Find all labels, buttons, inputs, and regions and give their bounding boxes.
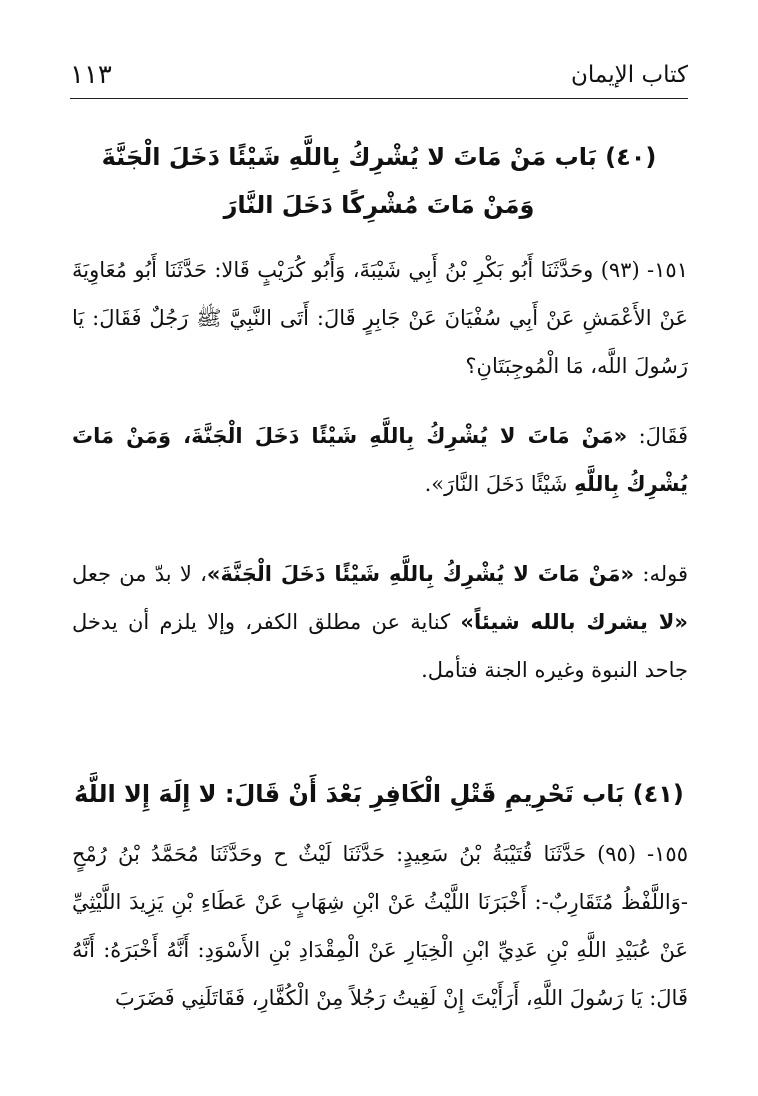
commentary-prefix: قوله: <box>634 562 688 586</box>
hadith-151-answer-rest: شَيْئًا دَخَلَ النَّارَ». <box>424 472 575 496</box>
chapter-heading-41 <box>60 770 698 818</box>
commentary-rest: كناية عن مطلق الكفر، وإلا يلزم أن يدخل جاحد النبوة وغيره الجنة فتأمل. <box>72 610 688 682</box>
running-title: كتاب الإيمان <box>571 62 688 88</box>
chapter-heading-40 <box>60 133 698 229</box>
hadith-151-intro: ١٥١- (٩٣) وحَدَّثَنَا أَبُو بَكْرِ بْنُ أَبِي شَيْبَةَ، وَأَبُو كُرَيْبٍ قَالا: حَدَّثَنَا أَبُو مُعَاوِيَةَ عَنْ الأَعْمَشِ عَنْ أَبِي سُفْيَانَ عَنْ جَابِرٍ قَالَ: أَتَى النَّبِيَّ ﷺ رَجُلٌ فَقَالَ: يَا رَسُولَ اللَّه، مَا الْمُوجِبَتَانِ؟ <box>72 258 688 378</box>
page-number: ١١٣ <box>70 60 112 90</box>
chapter-heading-41-line1: (٤١) بَاب تَحْرِيمِ قَتْلِ الْكَافِرِ بَعْدَ أَنْ قَالَ: لا إِلَهَ إِلا اللَّهُ <box>74 780 684 808</box>
commentary-middle: ، لا بدّ من جعل <box>72 562 207 586</box>
page-header <box>70 58 688 99</box>
chapter-heading-40-line1: (٤٠) بَاب مَنْ مَاتَ لا يُشْرِكُ بِاللَّهِ شَيْئًا دَخَلَ الْجَنَّةَ <box>101 143 657 171</box>
hadith-151-answer <box>72 412 688 508</box>
hadith-151-answer-bold: «مَنْ مَاتَ لا يُشْرِكُ بِاللَّهِ شَيْئًا دَخَلَ الْجَنَّةَ، وَمَنْ مَاتَ يُشْرِكُ بِاللَّهِ <box>72 424 688 496</box>
commentary-quote: «مَنْ مَاتَ لا يُشْرِكُ بِاللَّهِ شَيْئًا دَخَلَ الْجَنَّةَ» <box>206 562 635 586</box>
hadith-151-answer-prefix: فَقَالَ: <box>627 424 688 448</box>
commentary-quote-2: «لا يشرك بالله شيئاً» <box>460 610 688 634</box>
commentary-paragraph <box>72 550 688 694</box>
chapter-heading-40-line2: وَمَنْ مَاتَ مُشْرِكًا دَخَلَ النَّارَ <box>223 191 535 219</box>
hadith-155-text: ١٥٥- (٩٥) حَدَّثَنَا قُتَيْبَةُ بْنُ سَعِيدٍ: حَدَّثَنَا لَيْثٌ ح وحَدَّثَنَا مُحَمَّدُ بْنُ رُمْحٍ -وَاللَّفْظُ مُتَقَارِبٌ-: أَخْبَرَنَا اللَّيْثُ عَنْ ابْنِ شِهَابٍ عَنْ عَطَاءِ بْنِ يَزِيدَ اللَّيْثِيِّ عَنْ عُبَيْدِ اللَّهِ بْنِ عَدِيِّ ابْنِ الْخِيَارِ عَنْ الْمِقْدَادِ بْنِ الأَسْوَدِ: أَنَّهُ أَخْبَرَهُ: أَنَّهُ قَالَ: يَا رَسُولَ اللَّهِ، أَرَأَيْتَ إِنْ لَقِيتُ رَجُلاً مِنْ الْكُفَّارِ، فَقَاتَلَنِي فَضَرَبَ <box>72 842 688 1010</box>
